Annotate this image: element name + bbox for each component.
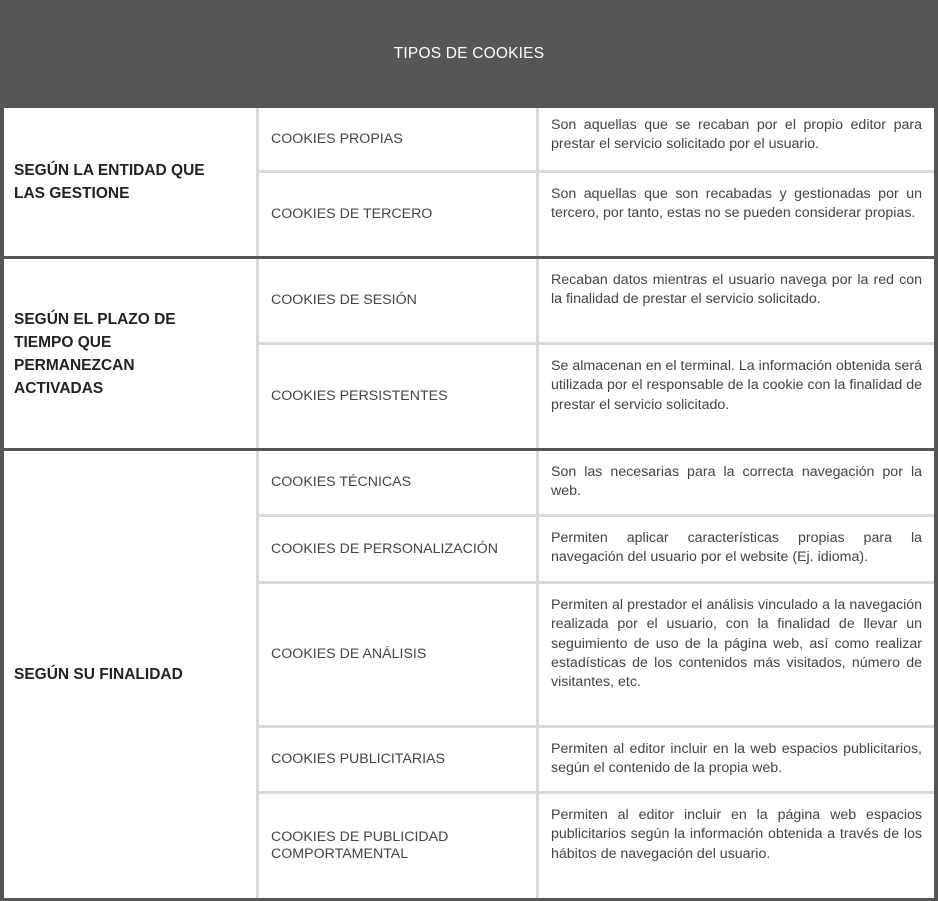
description-personalizacion: Permiten aplicar características propias para la navegación del usuario por el website (Ej. idioma). xyxy=(539,517,934,581)
description-publicitarias: Permiten al editor incluir en la web espacios publicitarios, según el contenido de la propia web. xyxy=(539,728,934,791)
description-persistentes: Se almacenan en el terminal. La información obtenida será utilizada por el responsable de la cookie con la finalidad de prestar el servicio solicitado. xyxy=(539,345,934,448)
row-divider xyxy=(259,791,934,794)
cookie-type-persistentes: COOKIES PERSISTENTES xyxy=(259,345,536,448)
category-purpose: SEGÚN SU FINALIDAD xyxy=(4,451,256,898)
table-right-border xyxy=(934,108,938,901)
column-divider xyxy=(256,108,259,898)
row-divider xyxy=(259,170,934,173)
row-divider xyxy=(259,514,934,517)
cookie-type-sesion: COOKIES DE SESIÓN xyxy=(259,259,536,342)
cookie-type-tercero: COOKIES DE TERCERO xyxy=(259,173,536,256)
row-divider xyxy=(259,581,934,584)
cookie-type-comportamental: COOKIES DE PUBLICIDAD COMPORTAMENTAL xyxy=(259,794,536,898)
table-title: TIPOS DE COOKIES xyxy=(0,0,938,108)
description-tercero: Son aquellas que son recabadas y gestionadas por un tercero, por tanto, estas no se pueden considerar propias. xyxy=(539,173,934,256)
group-divider xyxy=(0,256,938,259)
row-divider xyxy=(259,342,934,345)
description-propias: Son aquellas que se recaban por el propio editor para prestar el servicio solicitado por el usuario. xyxy=(539,108,934,170)
cookie-type-personalizacion: COOKIES DE PERSONALIZACIÓN xyxy=(259,517,536,581)
description-analisis: Permiten al prestador el análisis vinculado a la navegación realizada por el usuario, con la finalidad de llevar un seguimiento de uso de la página web, así como realizar estadísticas de los contenidos más visitados, número de visitantes, etc. xyxy=(539,584,934,725)
cookie-type-propias: COOKIES PROPIAS xyxy=(259,108,536,170)
category-entity: SEGÚN LA ENTIDAD QUE LAS GESTIONE xyxy=(4,108,256,256)
column-divider xyxy=(536,108,539,898)
cookie-type-analisis: COOKIES DE ANÁLISIS xyxy=(259,584,536,725)
description-tecnicas: Son las necesarias para la correcta navegación por la web. xyxy=(539,451,934,514)
group-divider xyxy=(0,448,938,451)
cookie-type-publicitarias: COOKIES PUBLICITARIAS xyxy=(259,728,536,791)
row-divider xyxy=(259,725,934,728)
description-comportamental: Permiten al editor incluir en la página web espacios publicitarios según la información obtenida a través de los hábitos de navegación del usuario. xyxy=(539,794,934,898)
category-duration: SEGÚN EL PLAZO DE TIEMPO QUE PERMANEZCAN ACTIVADAS xyxy=(4,259,256,448)
description-sesion: Recaban datos mientras el usuario navega por la red con la finalidad de prestar el servicio solicitado. xyxy=(539,259,934,342)
table-left-border xyxy=(0,108,4,901)
cookie-type-tecnicas: COOKIES TÉCNICAS xyxy=(259,451,536,514)
